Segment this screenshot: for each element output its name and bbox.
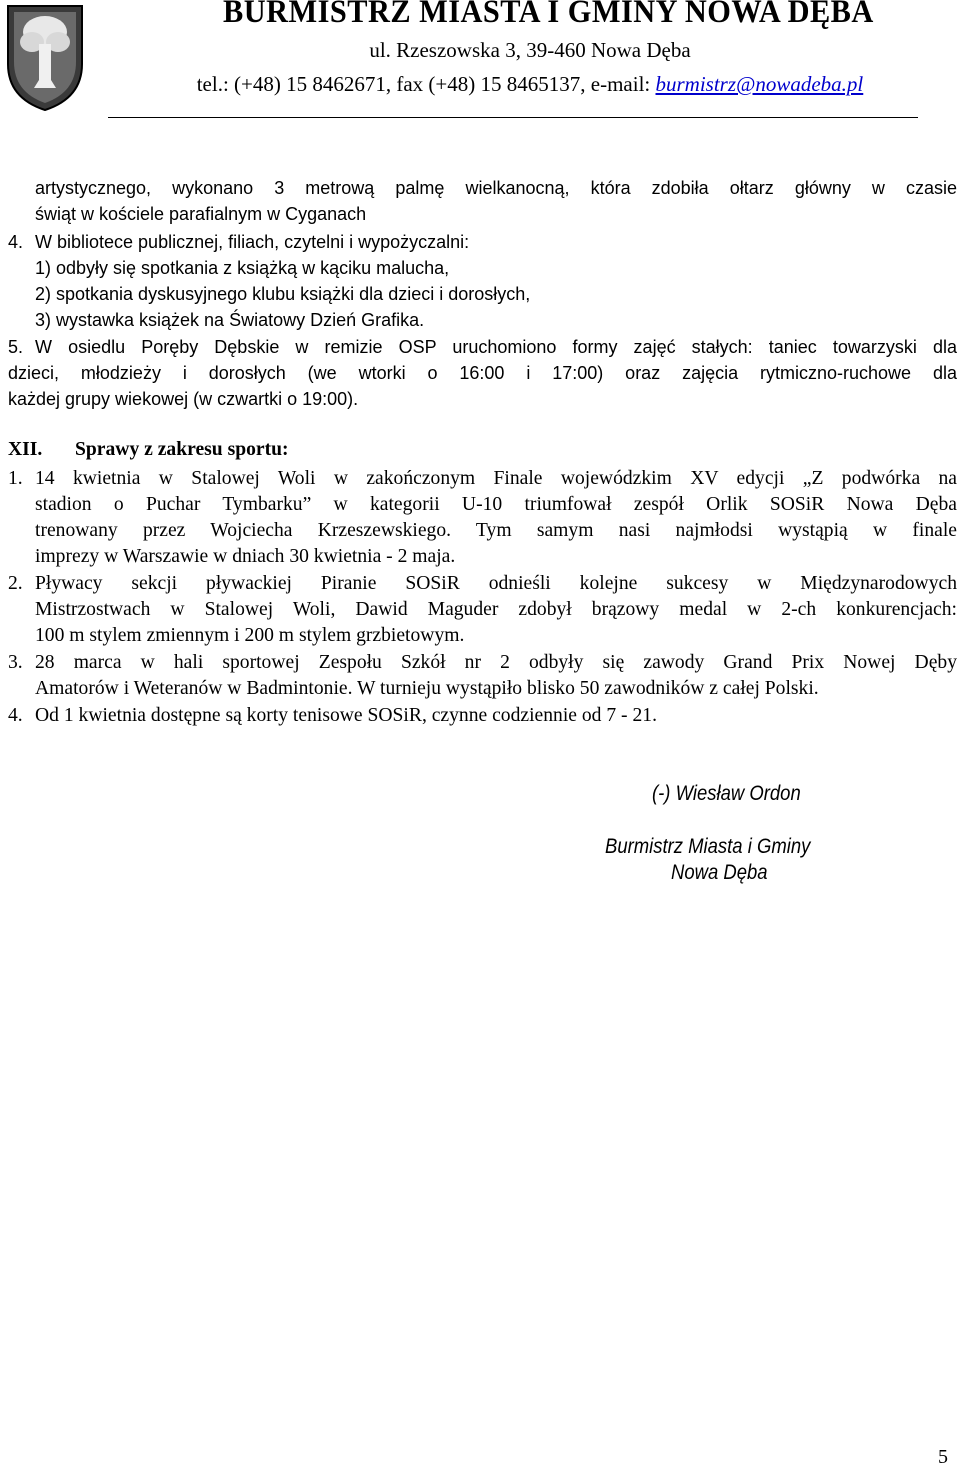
list-number: 3. — [8, 652, 23, 673]
signature-name: (-) Wiesław Ordon — [652, 782, 801, 805]
list-item-text: W osiedlu Poręby Dębskie w remizie OSP uruchomiono formy zajęć stałych: taniec towarzyski dla — [35, 337, 957, 357]
list-item-text: Od 1 kwietnia dostępne są korty tenisowe SOSiR, czynne codziennie od 7 - 21. — [35, 705, 657, 726]
signature-role: Nowa Dęba — [671, 861, 768, 884]
signature-role: Burmistrz Miasta i Gminy — [605, 835, 811, 858]
list-item-text: Mistrzostwach w Stalowej Woli, Dawid Maguder zdobył brązowy medal w 2-ch konkurencjach: — [35, 599, 957, 620]
header-divider — [108, 117, 918, 118]
list-item-text: dzieci, młodzieży i dorosłych (we wtorki o 16:00 i 17:00) oraz zajęcia rytmiczno-ruchowe dla — [8, 363, 957, 383]
email-link[interactable]: burmistrz@nowadeba.pl — [655, 72, 864, 96]
list-item-text: 28 marca w hali sportowej Zespołu Szkół nr 2 odbyły się zawody Grand Prix Nowej Dęby — [35, 652, 957, 673]
sub-list-item: 2) spotkania dyskusyjnego klubu książki dla dzieci i dorosłych, — [35, 284, 531, 304]
list-number: 4. — [8, 705, 23, 726]
page-number: 5 — [938, 1446, 948, 1468]
list-item-text: Amatorów i Weteranów w Badmintonie. W turnieju wystąpiło blisko 50 zawodników z całej Polski. — [35, 678, 819, 699]
letterhead-contact — [100, 72, 960, 97]
list-number: 2. — [8, 573, 23, 594]
coat-of-arms-icon — [4, 2, 86, 112]
list-item-text: stadion o Puchar Tymbarku” w kategorii U-10 triumfował zespół Orlik SOSiR Nowa Dęba — [35, 494, 957, 515]
section-roman-numeral: XII. — [8, 439, 43, 460]
contact-phone-fax: tel.: (+48) 15 8462671, fax (+48) 15 8465137, e-mail: — [196, 72, 656, 96]
list-number: 5. — [8, 337, 24, 357]
sub-list-item: 3) wystawka książek na Światowy Dzień Grafika. — [35, 310, 425, 330]
list-item-text: 14 kwietnia w Stalowej Woli w zakończonym Finale wojewódzkim XV edycji „Z podwórka na — [35, 468, 957, 489]
list-number: 1. — [8, 468, 23, 489]
list-item-text: Pływacy sekcji pływackiej Piranie SOSiR odnieśli kolejne sukcesy w Międzynarodowych — [35, 573, 957, 594]
letterhead-address: ul. Rzeszowska 3, 39-460 Nowa Dęba — [369, 38, 691, 62]
section-heading — [8, 439, 289, 461]
list-item-text: W bibliotece publicznej, filiach, czytelni i wypożyczalni: — [35, 232, 470, 252]
sub-list-item: 1) odbyły się spotkania z książką w kąciku malucha, — [35, 258, 450, 278]
continued-text-line: świąt w kościele parafialnym w Cyganach — [35, 204, 367, 224]
list-item-text: 100 m stylem zmiennym i 200 m stylem grzbietowym. — [35, 625, 465, 646]
letterhead-title: BURMISTRZ MIASTA I GMINY NOWA DĘBA — [223, 0, 874, 30]
section-title: Sprawy z zakresu sportu: — [75, 439, 289, 460]
list-item-text: każdej grupy wiekowej (w czwartki o 19:00). — [8, 389, 359, 409]
list-item-text: imprezy w Warszawie w dniach 30 kwietnia - 2 maja. — [35, 546, 456, 567]
list-number: 4. — [8, 232, 24, 252]
list-item-text: trenowany przez Wojciecha Krzeszewskiego. Tym samym nasi najmłodsi wystąpią w finale — [35, 520, 957, 541]
continued-text-line: artystycznego, wykonano 3 metrową palmę wielkanocną, która zdobiła ołtarz główny w czasie — [35, 178, 957, 198]
